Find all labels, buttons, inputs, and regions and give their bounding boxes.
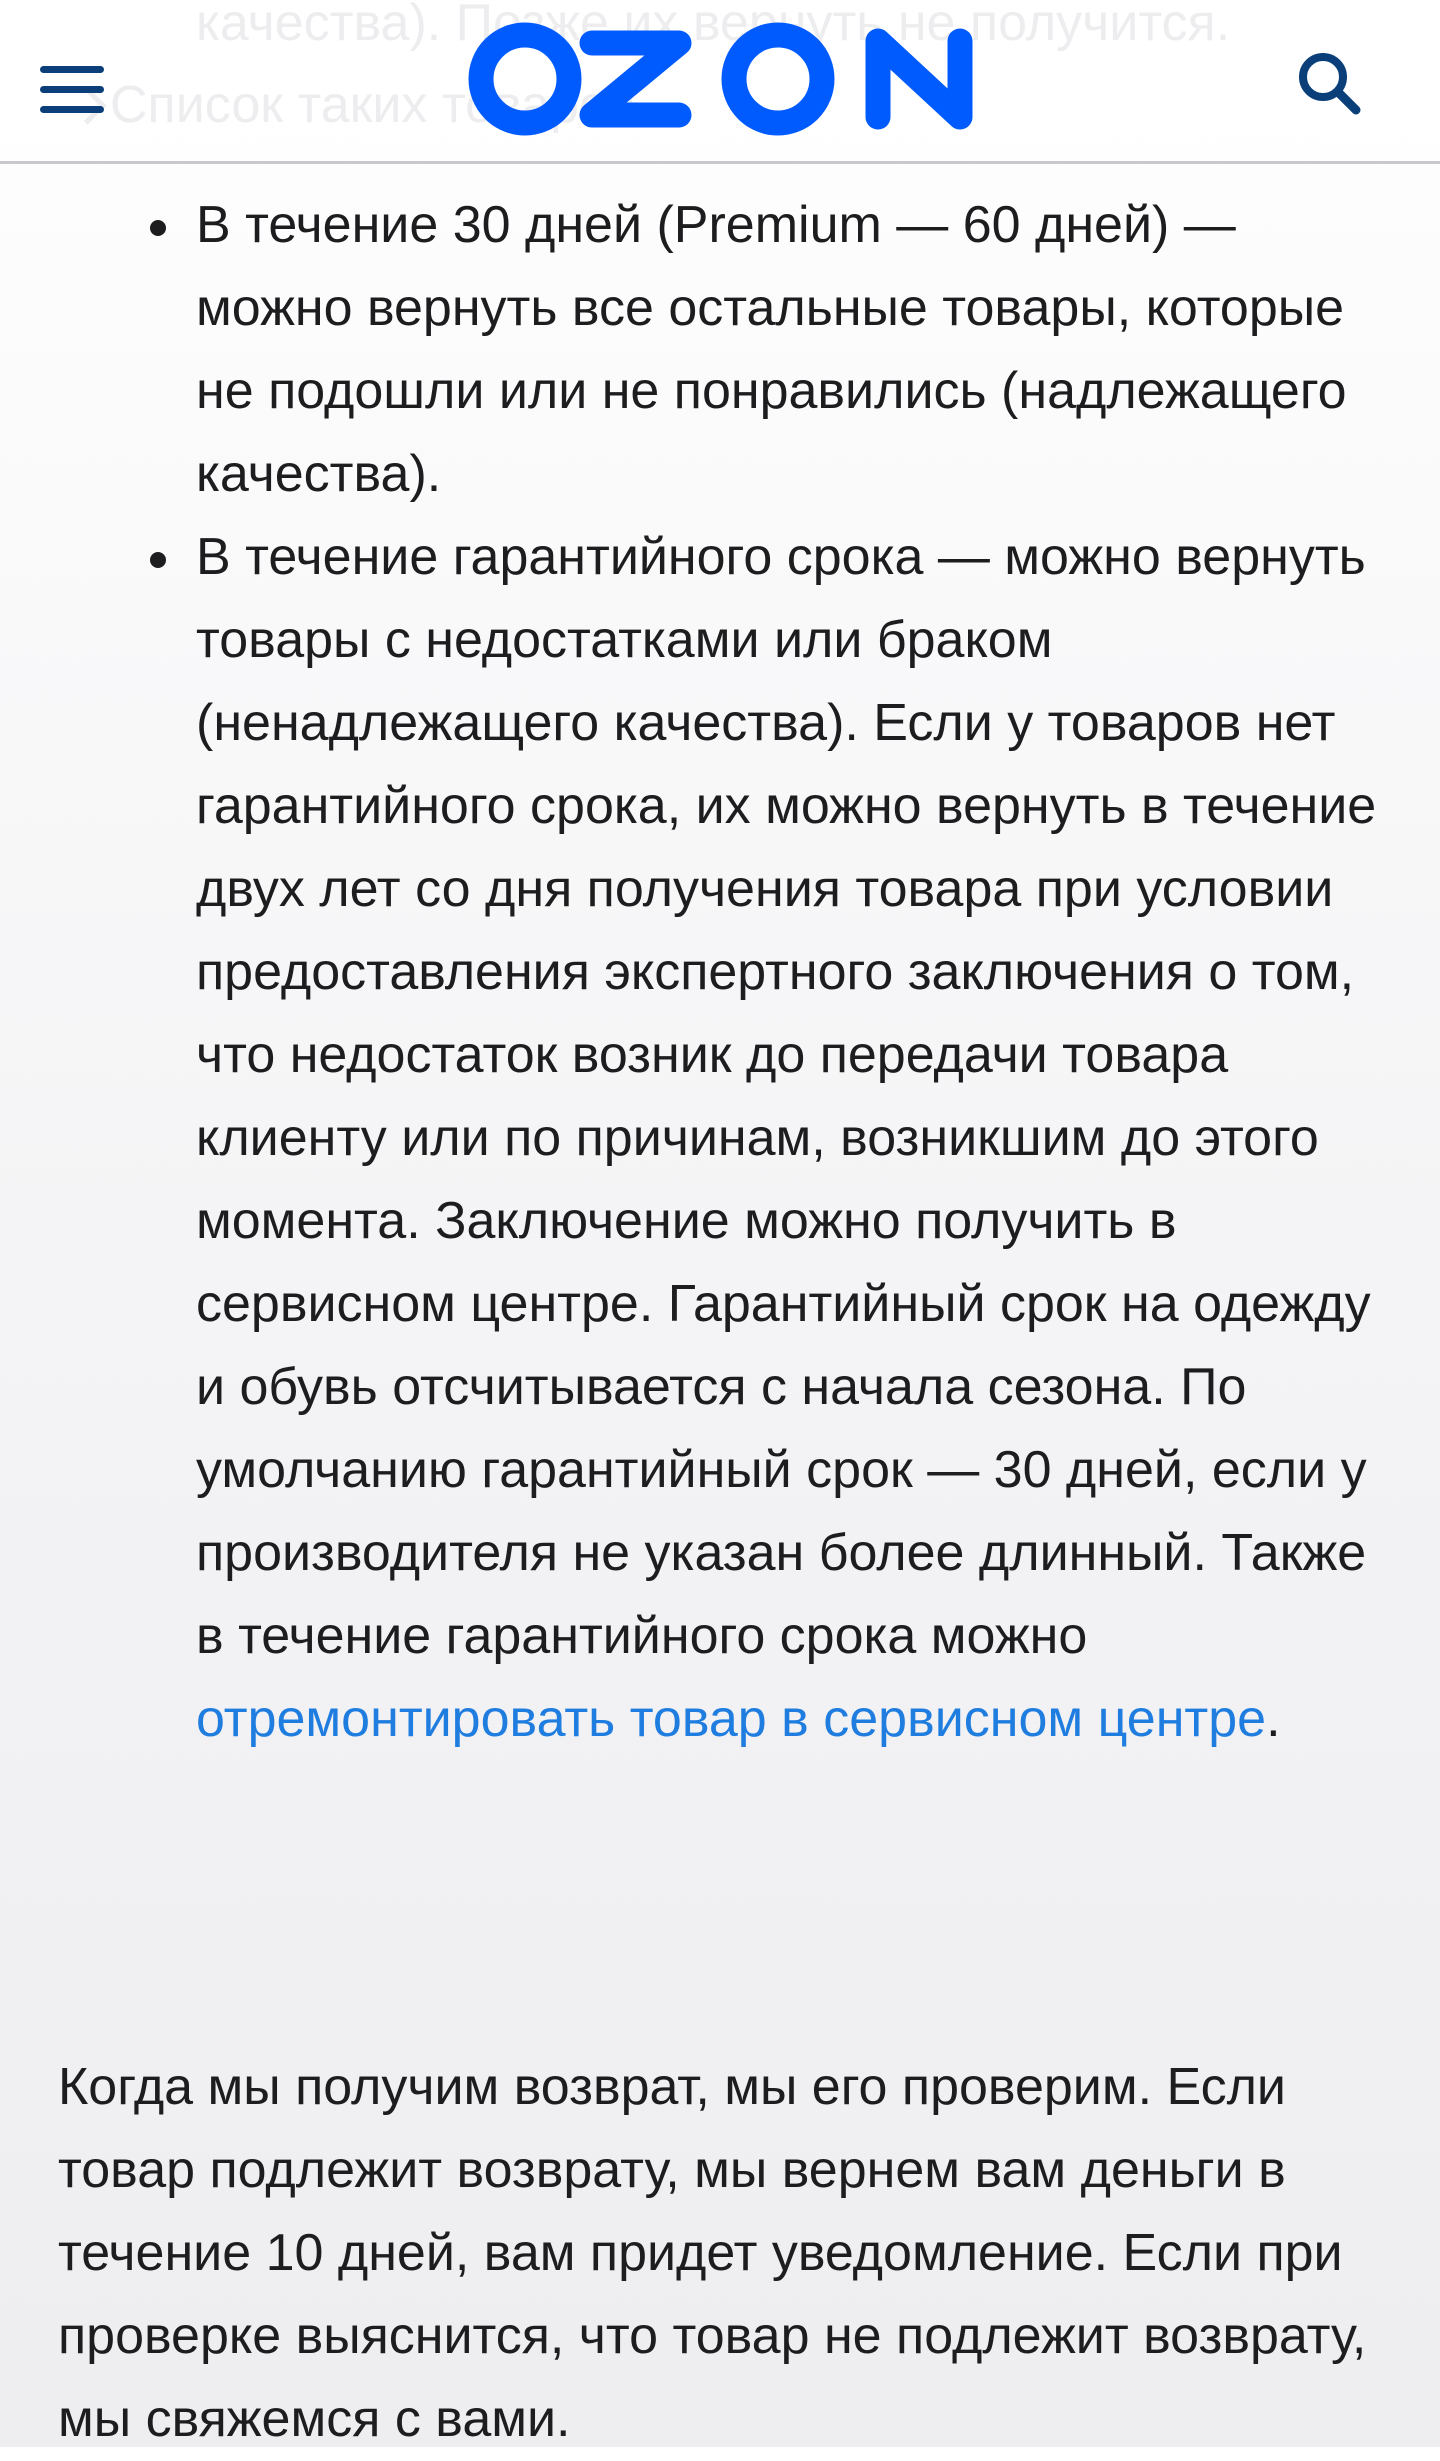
hamburger-menu-icon [40,106,104,113]
list-item [196,516,1396,1761]
bullet-icon [150,552,166,568]
return-conditions-list [196,184,1396,1761]
list-item-text-end: . [1266,1690,1281,1748]
service-center-repair-link[interactable]: отремонтировать товар в сервисном центре [196,1690,1267,1748]
refund-paragraph: Когда мы получим возврат, мы его проверим. Если товар подлежит возврату, мы вернем вам деньги в течение 10 дней, вам придет уведомление. Если при проверке выяснится, что товар не подлежит возврату, мы свяжемся с вами. [58,2058,1367,2448]
ozon-logo[interactable] [455,18,987,136]
menu-button[interactable] [36,62,108,118]
hamburger-menu-icon [40,86,104,93]
bullet-icon [150,220,166,236]
top-header [0,0,1440,164]
hamburger-menu-icon [40,66,104,73]
list-item-text: В течение 30 дней (Premium — 60 дней) — можно вернуть все остальные товары, которые не подошли или не понравились (надлежащего качества). [196,196,1347,503]
search-icon[interactable] [1290,44,1370,124]
list-item [196,184,1396,516]
list-item-text: В течение гарантийного срока — можно вернуть товары с недостатками или браком (ненадлежащего качества). Если у товаров нет гарантийного срока, их можно вернуть в течение двух лет со дня получения товара при условии предоставления экспертного заключения о том, что недостаток возник до передачи товара клиенту или по причинам, возникшим до этого момента. Заключение можно получить в сервисном центре. Гарантийный срок на одежду и обувь отсчитывается с начала сезона. По умолчанию гарантийный срок — 30 дней, если у производителя не указан более длинный. Также в течение гарантийного срока можно [196,528,1377,1665]
